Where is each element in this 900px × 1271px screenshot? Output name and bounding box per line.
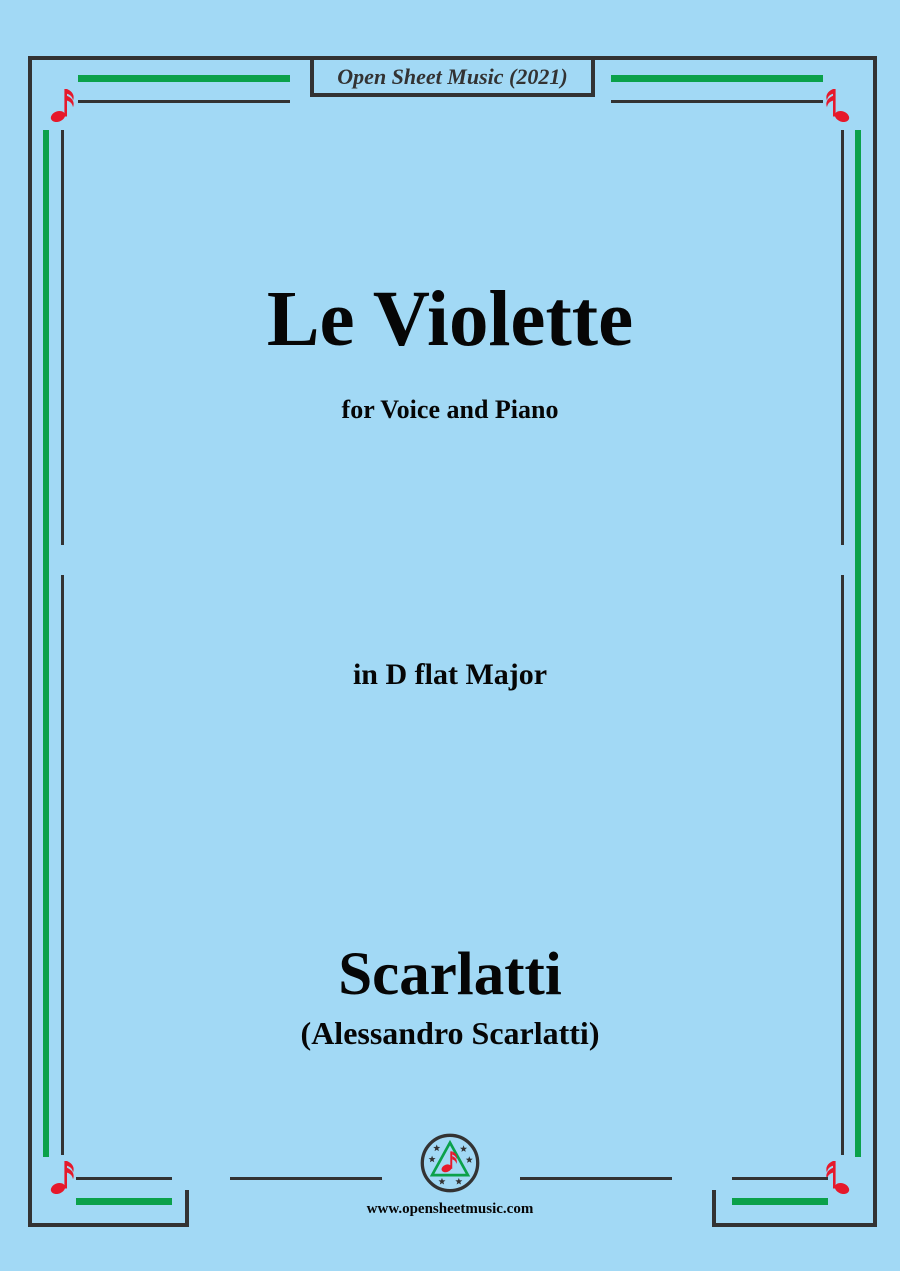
top-right-thin-rule: [611, 100, 823, 103]
top-left-thin-rule: [78, 100, 290, 103]
bottom-right-thin-rule: [732, 1177, 828, 1180]
instrumentation-subtitle: for Voice and Piano: [341, 395, 559, 424]
key-line: in D flat Major: [352, 658, 548, 691]
bottom-right-bracket-line: [712, 1223, 877, 1227]
music-note-icon: [824, 86, 850, 122]
right-outer-border: [873, 56, 877, 1227]
music-note-icon: [50, 86, 76, 122]
piece-title: Le Violette: [266, 276, 634, 363]
publisher-label: Open Sheet Music (2021): [337, 63, 568, 89]
publisher-logo: [419, 1132, 481, 1194]
publisher-box: [310, 56, 595, 97]
composer-full-name: (Alessandro Scarlatti): [300, 1015, 600, 1051]
music-note-icon: [824, 1158, 850, 1194]
bottom-left-bracket-line: [28, 1223, 189, 1227]
website-url: www.opensheetmusic.com: [366, 1201, 534, 1217]
bottom-center-left-rule: [230, 1177, 382, 1180]
top-left-green-rule: [78, 75, 290, 82]
composer-name: Scarlatti: [338, 941, 562, 1008]
top-right-green-rule: [611, 75, 823, 82]
bottom-left-thin-rule: [76, 1177, 172, 1180]
left-outer-border: [28, 56, 32, 1227]
music-note-icon: [50, 1158, 76, 1194]
bottom-center-right-rule: [520, 1177, 672, 1180]
